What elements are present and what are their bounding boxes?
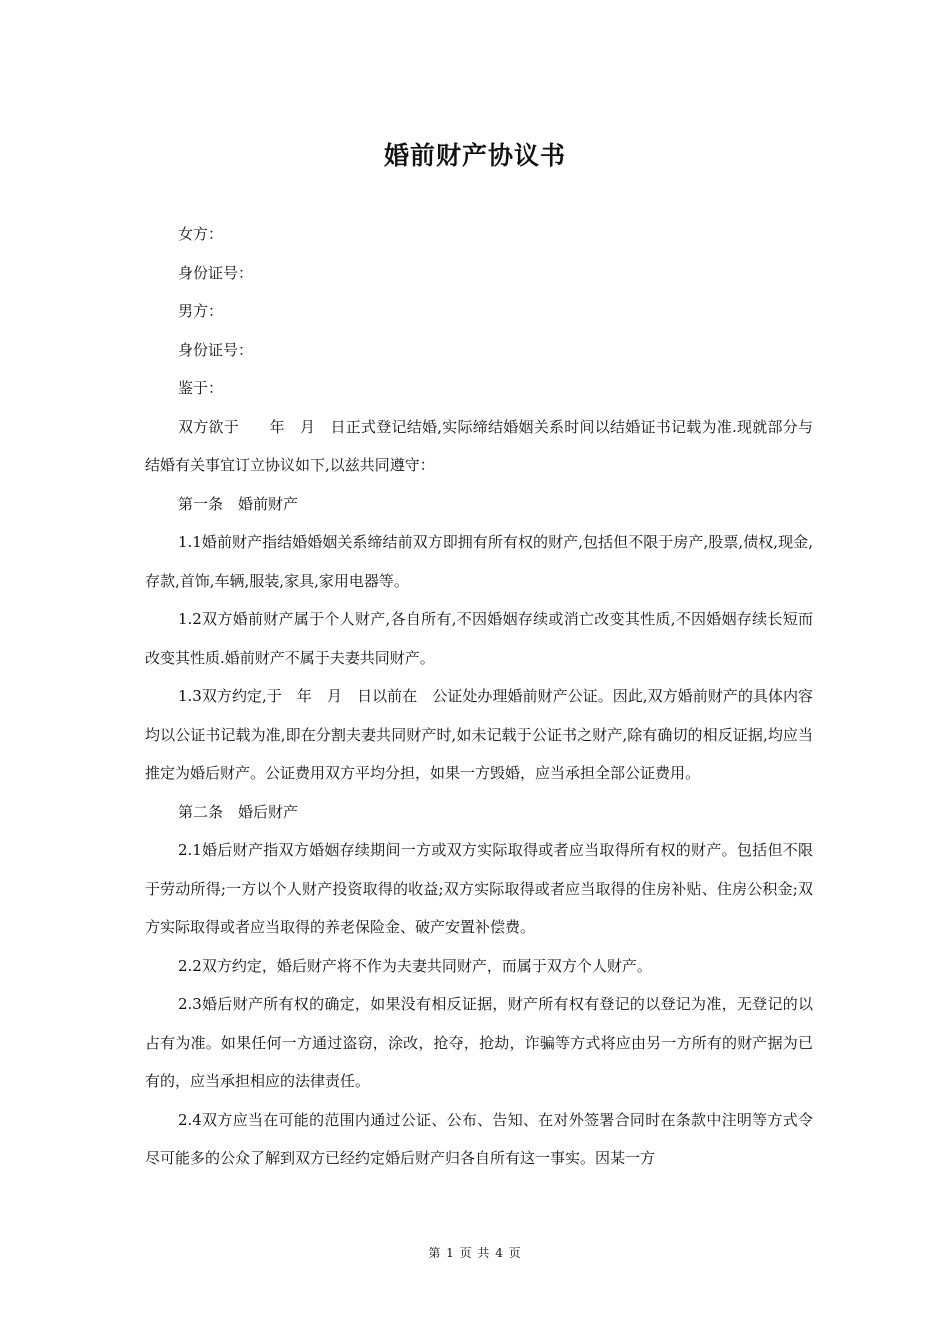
clause-2-3: 2.3婚后财产所有权的确定，如果没有相反证据，财产所有权有登记的以登记为准，无登记的以占有为准。如果任何一方通过盗窃，涂改，抢夺，抢劫，诈骗等方式将应由另一方所有的财产据为已有的，应当承担相应的法律责任。	[145, 995, 813, 1090]
clause-2-4: 2.4双方应当在可能的范围内通过公证、公布、告知、在对外签署合同时在条款中注明等方式令尽可能多的公众了解到双方已经约定婚后财产归各自所有这一事实。因某一方	[145, 1110, 813, 1167]
clause-2-1: 2.1婚后财产指双方婚姻存续期间一方或双方实际取得或者应当取得所有权的财产。包括但不限于劳动所得;一方以个人财产投资取得的收益;双方实际取得或者应当取得的住房补贴、住房公积金;双方实际取得或者应当取得的养老保险金、破产安置补偿费。	[145, 841, 813, 936]
article-1-heading: 第一条 婚前财产	[178, 494, 299, 513]
clause-1-1: 1.1婚前财产指结婚婚姻关系缔结前双方即拥有所有权的财产,包括但不限于房产,股票,债权,现金,存款,首饰,车辆,服装,家具,家用电器等。	[145, 533, 813, 590]
clause-2-2: 2.2双方约定，婚后财产将不作为夫妻共同财产，而属于双方个人财产。	[178, 956, 652, 975]
document-body	[145, 215, 813, 1178]
female-id-line: 身份证号：	[178, 263, 254, 282]
document-title: 婚前财产协议书	[383, 141, 566, 170]
male-id-line: 身份证号：	[178, 340, 254, 359]
article-2-heading: 第二条 婚后财产	[178, 802, 299, 821]
clause-1-3: 1.3双方约定,于 年 月 日以前在 公证处办理婚前财产公证。因此,双方婚前财产的具体内容均以公证书记载为准,即在分割夫妻共同财产时,如未记载于公证书之财产,除有确切的相反证据,均应当推定为婚后财产。公证费用双方平均分担，如果一方毁婚，应当承担全部公证费用。	[145, 687, 813, 782]
clause-1-2: 1.2双方婚前财产属于个人财产,各自所有,不因婚姻存续或消亡改变其性质,不因婚姻存续长短而改变其性质.婚前财产不属于夫妻共同财产。	[145, 610, 813, 667]
page-number: 第 1 页 共 4 页	[428, 1246, 522, 1260]
party-male-line: 男方：	[178, 302, 224, 320]
party-female-line: 女方：	[178, 225, 224, 243]
whereas-line: 鉴于：	[178, 379, 224, 397]
preamble-paragraph: 双方欲于 年 月 日正式登记结婚,实际缔结婚姻关系时间以结婚证书记载为准.现就部分与结婚有关事宜订立协议如下,以兹共同遵守：	[145, 417, 813, 474]
